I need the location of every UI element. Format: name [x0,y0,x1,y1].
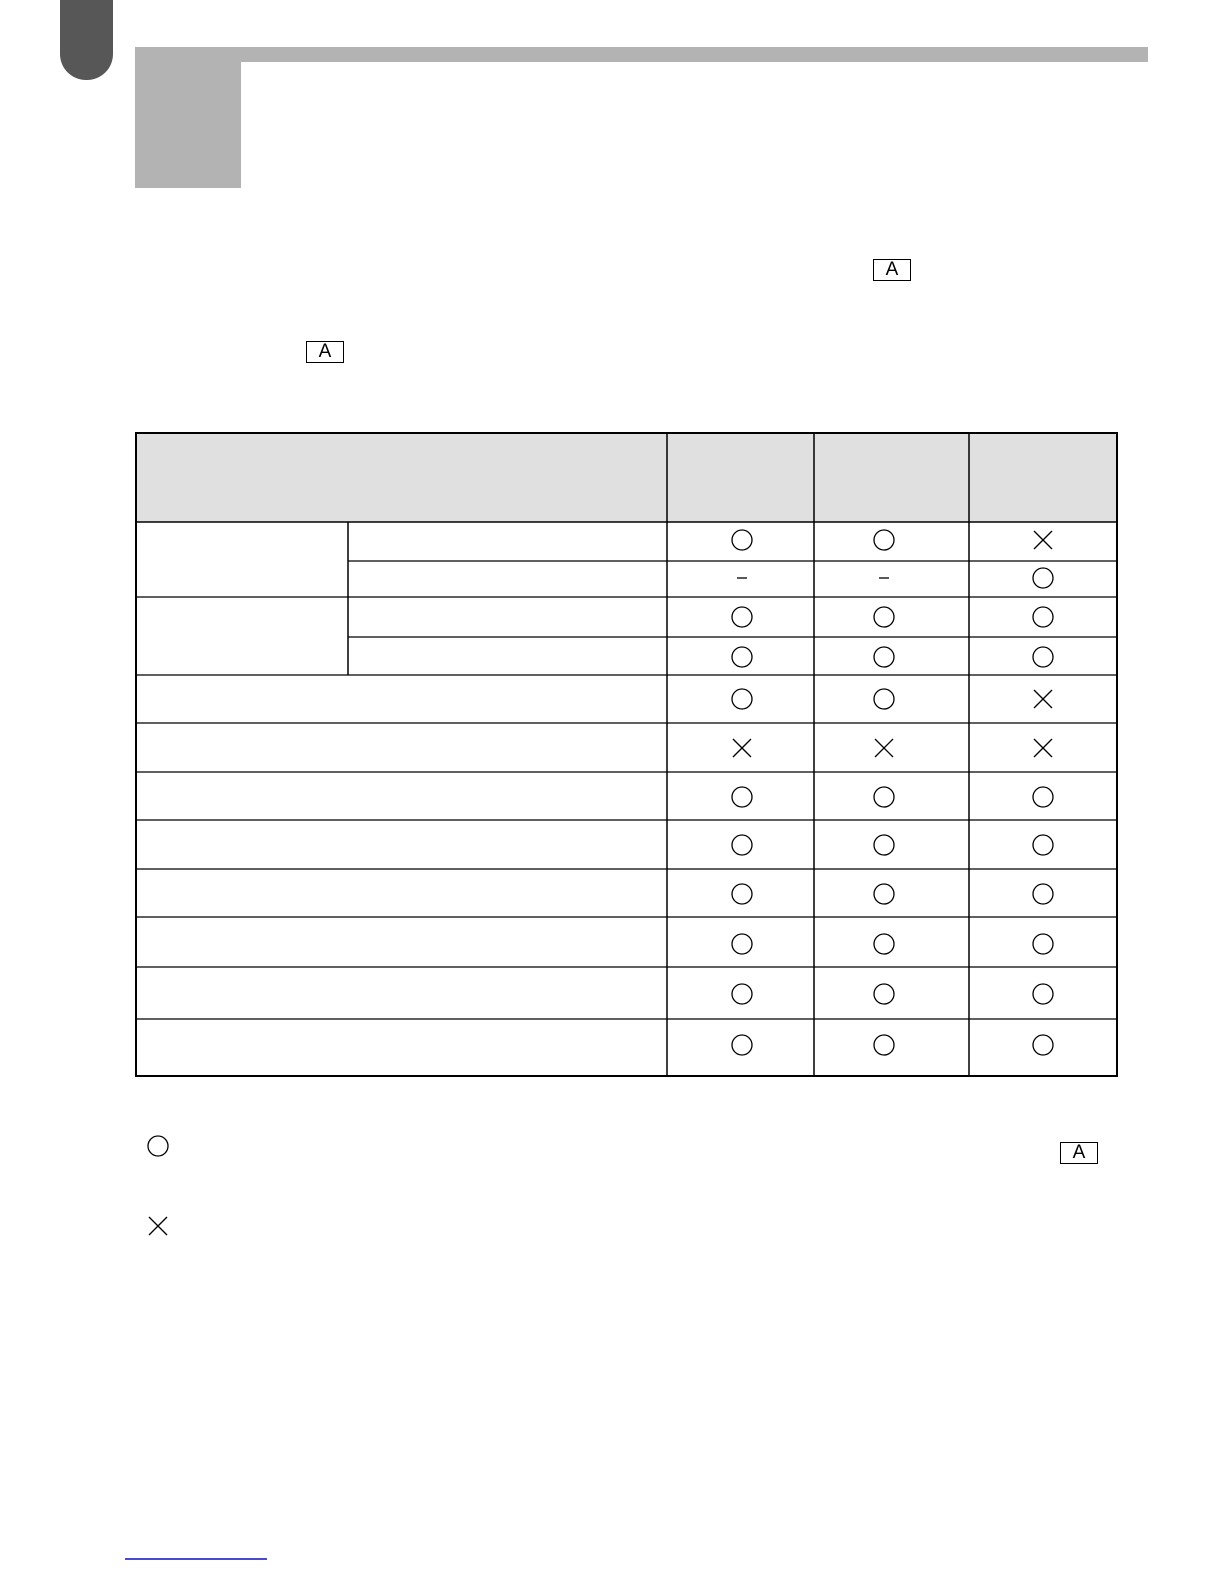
circle-icon [873,606,895,628]
circle-icon [731,529,753,551]
circle-icon [873,834,895,856]
auto-mode-badge-icon: A [306,341,344,363]
legend-circle-icon [147,1135,169,1157]
circle-icon [1032,1034,1054,1056]
circle-icon [1032,933,1054,955]
circle-icon [731,883,753,905]
dash-icon [731,567,753,589]
circle-icon [873,883,895,905]
circle-icon [1032,983,1054,1005]
cross-icon [873,737,895,759]
circle-icon [731,688,753,710]
footer-link-underline [125,1558,267,1560]
circle-icon [1032,834,1054,856]
legend-cross-icon [147,1215,169,1237]
circle-icon [873,786,895,808]
circle-icon [873,529,895,551]
circle-icon [873,688,895,710]
circle-icon [1032,646,1054,668]
table-header-fill [136,433,1117,522]
cross-icon [731,737,753,759]
table-frame [136,433,1117,1076]
circle-icon [731,933,753,955]
circle-icon [873,1034,895,1056]
circle-icon [1032,883,1054,905]
cross-icon [1032,529,1054,551]
cross-icon [1032,688,1054,710]
auto-mode-badge-icon: A [1060,1142,1098,1164]
circle-icon [1032,786,1054,808]
circle-icon [731,834,753,856]
dash-icon [873,567,895,589]
circle-icon [873,646,895,668]
circle-icon [731,983,753,1005]
cross-icon [1032,737,1054,759]
circle-icon [731,606,753,628]
circle-icon [731,646,753,668]
circle-icon [731,1034,753,1056]
circle-icon [1032,606,1054,628]
circle-icon [731,786,753,808]
circle-icon [873,933,895,955]
circle-icon [873,983,895,1005]
circle-icon [1032,567,1054,589]
auto-mode-badge-icon: A [873,259,911,281]
